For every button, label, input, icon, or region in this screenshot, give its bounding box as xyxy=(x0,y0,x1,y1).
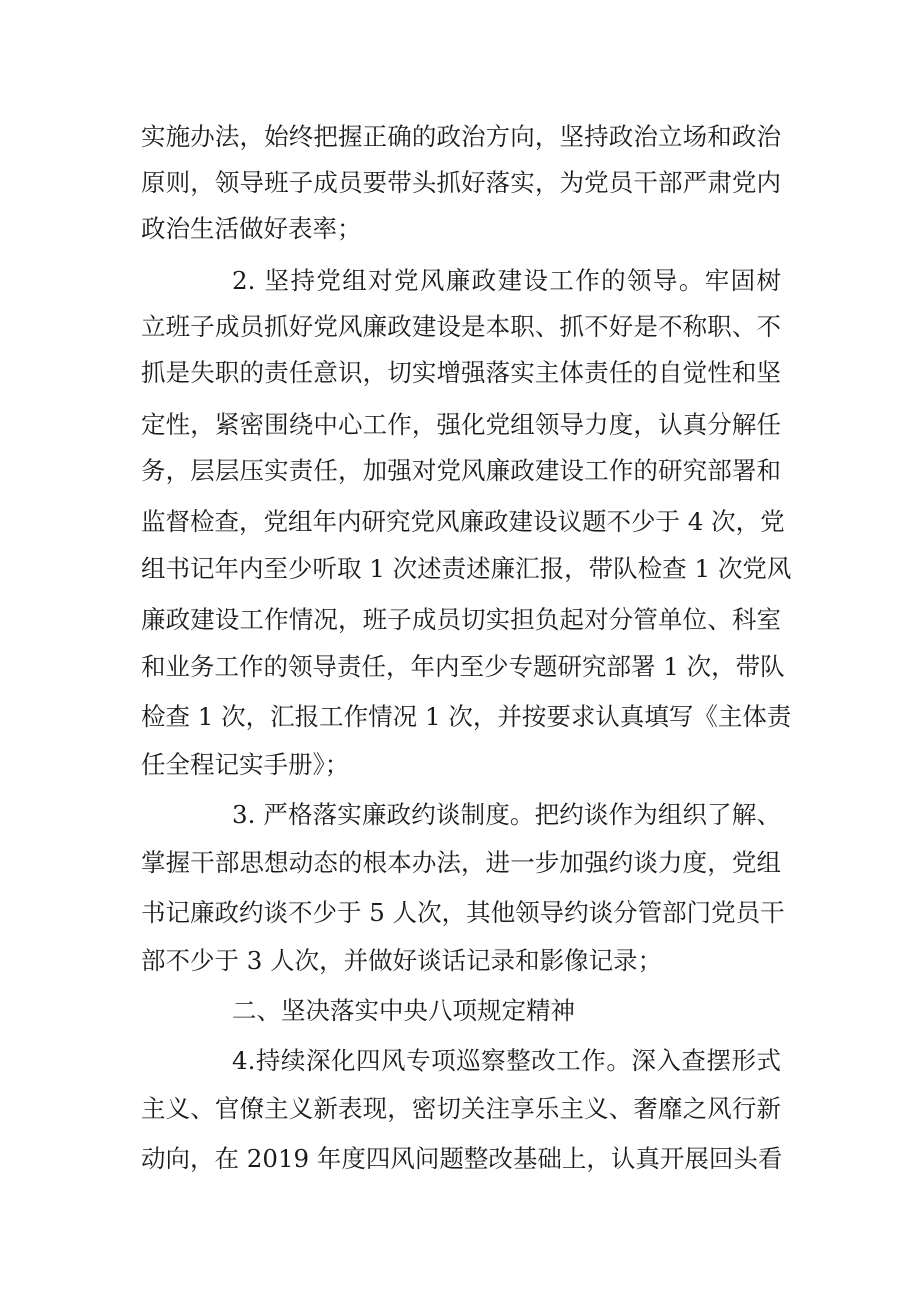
text-line: 任全程记实手册》； xyxy=(141,750,350,779)
paragraph-start-line: 3. 严格落实廉政约谈制度。把约谈作为组织了解、 xyxy=(232,800,781,829)
text-line: 和业务工作的领导责任，年内至少专题研究部署 1 次，带队 xyxy=(141,652,785,681)
text-line: 定性，紧密围绕中心工作，强化党组领导力度，认真分解任 xyxy=(141,410,781,439)
text-line: 实施办法，始终把握正确的政治方向，坚持政治立场和政治 xyxy=(141,122,781,151)
section-heading: 二、坚决落实中央八项规定精神 xyxy=(232,996,575,1025)
text-line: 廉政建设工作情况，班子成员切实担负起对分管单位、科室 xyxy=(141,605,781,634)
paragraph-start-line: 2. 坚持党组对党风廉政建设工作的领导。牢固树 xyxy=(232,266,781,295)
text-line: 掌握干部思想动态的根本办法，进一步加强约谈力度，党组 xyxy=(141,848,781,877)
text-line: 检查 1 次，汇报工作情况 1 次，并按要求认真填写《主体责 xyxy=(141,702,792,731)
text-line: 立班子成员抓好党风廉政建设是本职、抓不好是不称职、不 xyxy=(141,312,781,341)
paragraph-start-line: 4.持续深化四风专项巡察整改工作。深入查摆形式 xyxy=(232,1046,781,1075)
text-line: 书记廉政约谈不少于 5 人次，其他领导约谈分管部门党员干 xyxy=(141,898,785,927)
text-line: 抓是失职的责任意识，切实增强落实主体责任的自觉性和坚 xyxy=(141,358,781,387)
text-line: 动向，在 2019 年度四风问题整改基础上，认真开展回头看 xyxy=(141,1144,783,1173)
text-line: 政治生活做好表率； xyxy=(141,214,362,243)
text-line: 组书记年内至少听取 1 次述责述廉汇报，带队检查 1 次党风 xyxy=(141,554,792,583)
text-line: 部不少于 3 人次，并做好谈话记录和影像记录； xyxy=(141,946,663,975)
text-line: 务，层层压实责任，加强对党风廉政建设工作的研究部署和 xyxy=(141,456,781,485)
text-line: 主义、官僚主义新表现，密切关注享乐主义、奢靡之风行新 xyxy=(141,1094,781,1123)
text-line: 原则，领导班子成员要带头抓好落实，为党员干部严肃党内 xyxy=(141,168,781,197)
text-line: 监督检查，党组年内研究党风廉政建设议题不少于 4 次，党 xyxy=(141,507,785,536)
